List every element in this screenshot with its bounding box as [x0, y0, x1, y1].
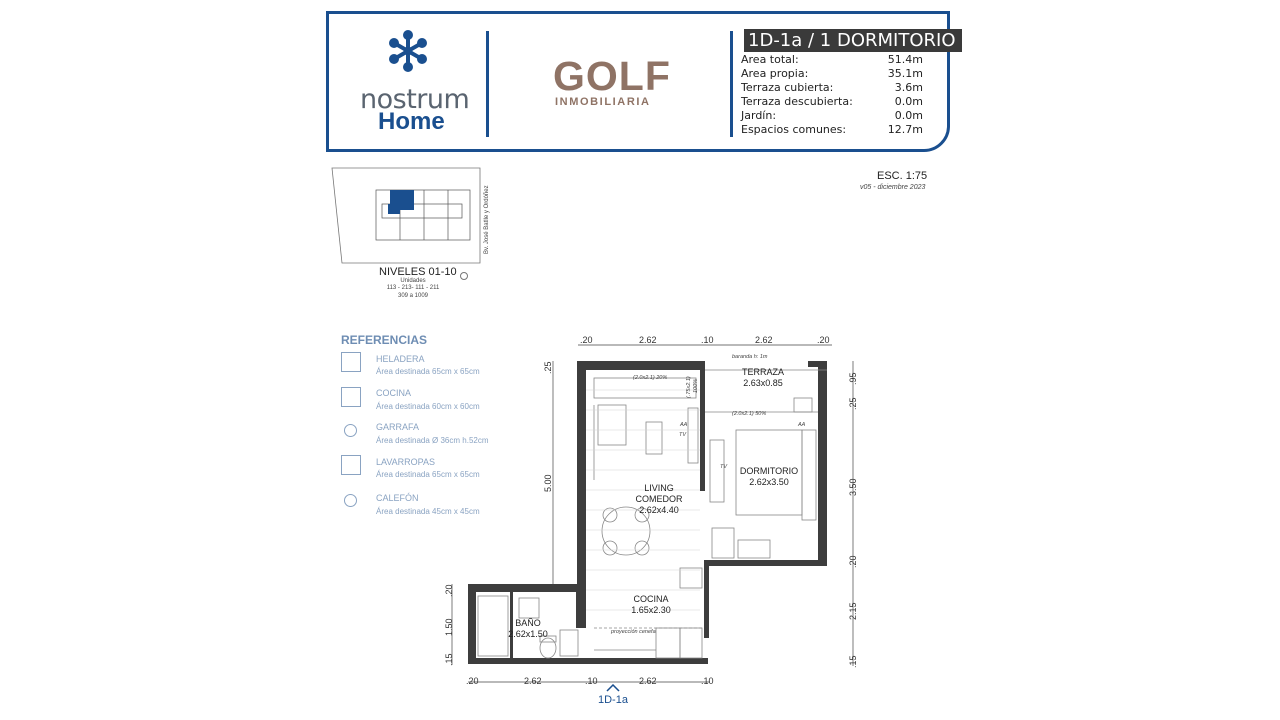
unit-marker: 1D-1a [598, 694, 628, 706]
ref-desc: Área destinada 65cm x 65cm [376, 367, 480, 376]
dim-top: 2.62 [639, 335, 657, 345]
ref-name: LAVARROPAS [376, 457, 436, 467]
ref-desc: Área destinada Ø 36cm h.52cm [376, 436, 489, 445]
ref-desc: Área destinada 60cm x 60cm [376, 402, 480, 411]
note-door-pct: 100% [693, 378, 699, 393]
brand-home: Home [378, 108, 445, 135]
dim-right: .95 [848, 372, 858, 385]
dim-left: .15 [444, 653, 454, 666]
dim-bottom: 2.62 [524, 676, 542, 686]
ref-name: CALEFÓN [376, 493, 419, 503]
dim-left: 1.50 [444, 618, 454, 636]
units-line-1: 113 - 213- 111 - 211 [386, 285, 440, 291]
dim-top: 2.62 [755, 335, 773, 345]
dim-right: 2.15 [848, 602, 858, 620]
dim-left: 5.00 [543, 474, 553, 492]
area-label: Terraza cubierta: [741, 81, 834, 94]
note-baranda: baranda h: 1m [732, 354, 768, 360]
room-living-name: LIVING [644, 483, 674, 493]
unit-title: 1D-1a / 1 DORMITORIO [744, 29, 962, 52]
room-terraza-name: TERRAZA [741, 367, 785, 377]
room-bano-name: BAÑO [515, 618, 541, 628]
area-label: Terraza descubierta: [741, 95, 853, 108]
chevron-up-icon [606, 684, 620, 692]
brand-nostrum: nostrum [360, 84, 470, 115]
note-tv: TV [720, 464, 728, 470]
unidades-label: Unidades [400, 278, 426, 284]
room-dormitorio-name: DORMITORIO [739, 466, 799, 476]
area-value: 51.4m [887, 53, 923, 66]
area-label: Jardín: [741, 109, 777, 122]
dim-right: .15 [848, 655, 858, 668]
room-dormitorio-size: 2.62x3.50 [749, 477, 789, 487]
dim-left: .20 [444, 584, 454, 597]
note-door: (.75x2.1) [686, 376, 692, 398]
dim-bottom: .10 [585, 676, 598, 686]
street-label: Bv. José Batlle y Ordóñez [484, 185, 490, 254]
room-bano-size: 2.62x1.50 [508, 629, 548, 639]
dim-right: .25 [848, 397, 858, 410]
dim-right: .20 [848, 555, 858, 568]
area-value: 3.6m [894, 81, 923, 94]
room-cocina-name: COCINA [633, 594, 669, 604]
ref-name: GARRAFA [376, 422, 420, 432]
dim-top: .10 [701, 335, 714, 345]
note-proyeccion: proyección cenefa [611, 629, 656, 635]
note-aa: AA [680, 422, 688, 428]
area-value: 0.0m [894, 109, 923, 122]
room-terraza-size: 2.63x0.85 [743, 378, 783, 388]
note-window: (2.0x2.1) 50% [732, 411, 767, 417]
references-title: REFERENCIAS [341, 333, 428, 347]
area-label: Area total: [741, 53, 799, 66]
version-label: v05 - diciembre 2023 [860, 184, 926, 191]
units-line-2: 309 a 1009 [397, 293, 429, 299]
ref-name: HELADERA [376, 354, 425, 364]
room-comedor-name: COMEDOR [635, 494, 683, 504]
dim-bottom: .10 [701, 676, 714, 686]
brand-golf: GOLF [553, 53, 671, 99]
area-label: Espacios comunes: [741, 123, 847, 136]
area-label: Area propia: [741, 67, 809, 80]
brand-inmobiliaria: INMOBILIARIA [555, 96, 651, 108]
area-value: 35.1m [887, 67, 923, 80]
dim-top: .20 [580, 335, 593, 345]
note-aa: AA [798, 422, 806, 428]
note-window: (2.0x2.1) 20% [633, 375, 668, 381]
dim-bottom: .20 [466, 676, 479, 686]
room-living-size: 2.62x4.40 [639, 505, 679, 515]
levels-label: NIVELES 01-10 [379, 266, 457, 278]
ref-desc: Área destinada 65cm x 65cm [376, 470, 480, 479]
dim-right: 3.50 [848, 478, 858, 496]
dim-bottom: 2.62 [639, 676, 657, 686]
ref-desc: Área destinada 45cm x 45cm [376, 507, 480, 516]
ref-name: COCINA [376, 388, 412, 398]
area-value: 12.7m [887, 123, 923, 136]
room-cocina-size: 1.65x2.30 [631, 605, 671, 615]
note-tv: TV [679, 432, 687, 438]
scale-label: ESC. 1:75 [877, 170, 928, 182]
dim-left: .25 [543, 361, 553, 374]
area-value: 0.0m [894, 95, 923, 108]
dim-top: .20 [817, 335, 830, 345]
